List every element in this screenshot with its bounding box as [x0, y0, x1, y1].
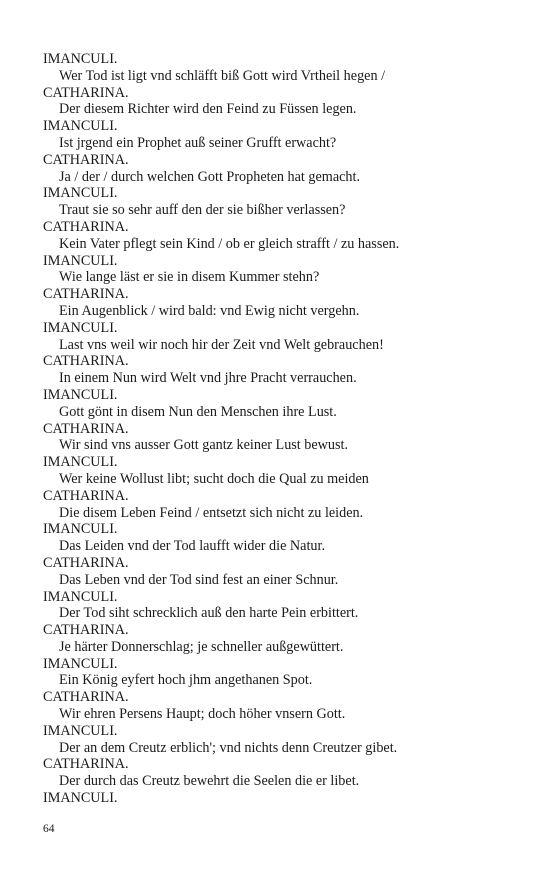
verse-line: Wir ehren Persens Haupt; doch höher vnsern Gott.	[59, 706, 346, 723]
verse-line: Das Leben vnd der Tod sind fest an einer Schnur.	[59, 571, 339, 588]
verse-line: Last vns weil wir noch hir der Zeit vnd Welt gebrauchen!	[59, 336, 384, 353]
verse-line: Wer Tod ist ligt vnd schläfft biß Gott wird Vrtheil hegen /	[59, 67, 386, 84]
verse-line: Je härter Donnerschlag; je schneller außgewüttert.	[59, 638, 344, 655]
verse-line: Der Tod siht schrecklich auß den harte Pein erbittert.	[59, 605, 359, 622]
speaker-name: CATHARINA.	[43, 353, 129, 370]
speaker-name: IMANCULI.	[43, 722, 118, 739]
speaker-name: CATHARINA.	[43, 151, 129, 168]
speaker-name: IMANCULI.	[43, 185, 118, 202]
verse-line: Gott gönt in disem Nun den Menschen ihre Lust.	[59, 403, 337, 420]
speaker-name: IMANCULI.	[43, 454, 118, 471]
speaker-name: CATHARINA.	[43, 622, 129, 639]
speaker-name: IMANCULI.	[43, 655, 118, 672]
speaker-name: IMANCULI.	[43, 588, 118, 605]
verse-line: Wir sind vns ausser Gott gantz keiner Lust bewust.	[59, 437, 349, 454]
speaker-name: CATHARINA.	[43, 689, 129, 706]
verse-line: Wie lange läst er sie in disem Kummer stehn?	[59, 269, 320, 286]
verse-line: Die disem Leben Feind / entsetzt sich nicht zu leiden.	[59, 504, 364, 521]
verse-line: Ja / der / durch welchen Gott Propheten hat gemacht.	[59, 168, 360, 185]
speaker-name: IMANCULI.	[43, 319, 118, 336]
speaker-name: IMANCULI.	[43, 252, 118, 269]
verse-line: Ein Augenblick / wird bald: vnd Ewig nicht vergehn.	[59, 302, 360, 319]
verse-line: Kein Vater pflegt sein Kind / ob er gleich strafft / zu hassen.	[59, 235, 400, 252]
verse-line: Das Leiden vnd der Tod laufft wider die Natur.	[59, 538, 325, 555]
speaker-name: IMANCULI.	[43, 790, 118, 807]
verse-line: Traut sie so sehr auff den der sie bißher verlassen?	[59, 202, 346, 219]
speaker-name: IMANCULI.	[43, 51, 118, 67]
speaker-name: IMANCULI.	[43, 521, 118, 538]
verse-line: Ist jrgend ein Prophet auß seiner Grufft erwacht?	[59, 134, 337, 151]
dialogue-text	[43, 51, 513, 807]
speaker-name: IMANCULI.	[43, 386, 118, 403]
verse-line: Wer keine Wollust libt; sucht doch die Qual zu meiden	[59, 470, 369, 487]
speaker-name: CATHARINA.	[43, 84, 129, 101]
speaker-name: CATHARINA.	[43, 487, 129, 504]
verse-line: Der an dem Creutz erblich'; vnd nichts denn Creutzer gibet.	[59, 739, 398, 756]
speaker-name: CATHARINA.	[43, 554, 129, 571]
verse-line: In einem Nun wird Welt vnd jhre Pracht verrauchen.	[59, 370, 357, 387]
page-number: 64	[43, 823, 55, 835]
verse-line: Der durch das Creutz bewehrt die Seelen die er libet.	[59, 773, 360, 790]
verse-line: Ein König eyfert hoch jhm angethanen Spot.	[59, 672, 313, 689]
speaker-name: CATHARINA.	[43, 218, 129, 235]
speaker-name: IMANCULI.	[43, 118, 118, 135]
speaker-name: CATHARINA.	[43, 420, 129, 437]
speaker-name: CATHARINA.	[43, 286, 129, 303]
verse-line: Der diesem Richter wird den Feind zu Füssen legen.	[59, 101, 357, 118]
speaker-name: CATHARINA.	[43, 756, 129, 773]
